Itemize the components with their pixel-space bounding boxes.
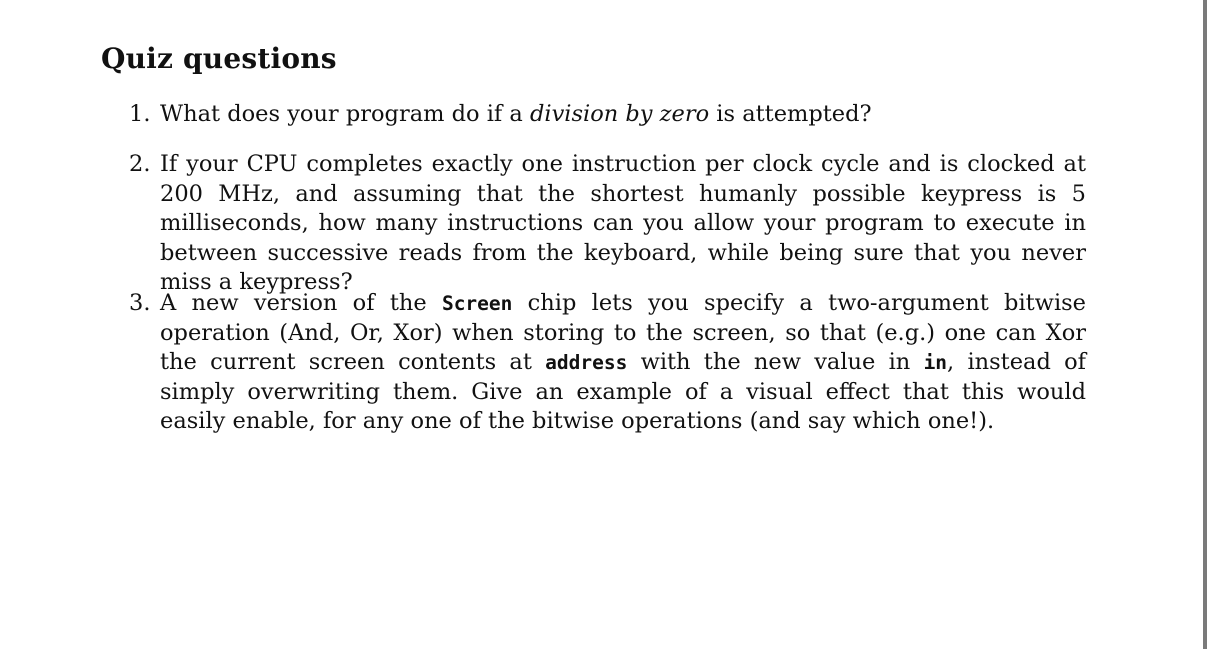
question-number: 2.: [129, 151, 151, 177]
question-number: 3.: [129, 290, 151, 316]
code-in: in: [923, 351, 948, 375]
question-text: , instead of simply overwriting them. Give an example of a visual effect that this would easily enable, for any one of the bitwise operations (and say which one!).: [160, 349, 1086, 435]
code-screen: Screen: [441, 292, 513, 315]
question-text: with the new value in: [627, 349, 924, 376]
section-heading: Quiz questions: [101, 42, 337, 75]
code-address: address: [545, 351, 628, 375]
question-text: A new version of the: [160, 290, 442, 316]
quiz-question-3: [129, 289, 1087, 437]
question-text: chip lets you specify a two-argument bitwise operation (And, Or, Xor) when storing to the screen, so that (e.g.) one can Xor the current screen contents at: [160, 290, 1087, 376]
question-number: 1.: [129, 101, 151, 127]
quiz-question-1: [129, 100, 1086, 130]
question-text: is attempted?: [709, 101, 872, 127]
question-text: If your CPU completes exactly one instruction per clock cycle and is clocked at 200 MHz, and assuming that the shortest humanly possible keypress is 5 milliseconds, how many instructions can you allow your program to execute in between successive reads from the keyboard, while being sure that you never miss a keypress?: [160, 151, 1086, 296]
question-text: What does your program do if a: [160, 101, 530, 127]
question-emphasis: division by zero: [529, 101, 710, 127]
quiz-question-2: [129, 150, 1086, 298]
page-edge-divider: [1203, 0, 1207, 649]
